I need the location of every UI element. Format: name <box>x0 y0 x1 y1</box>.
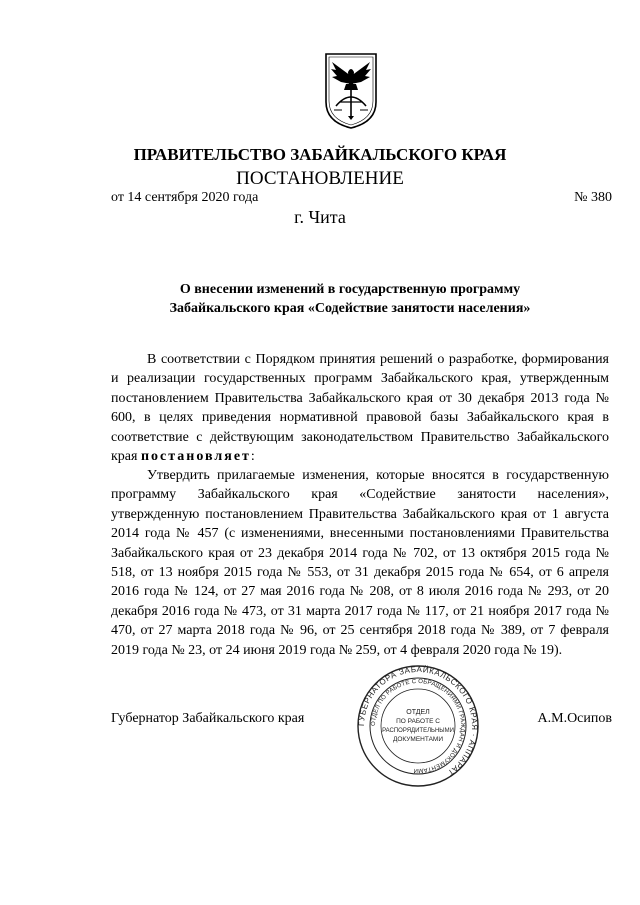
paragraph-preamble <box>111 350 609 466</box>
document-number: № 380 <box>574 190 612 205</box>
official-stamp <box>356 664 480 788</box>
heading-line-2: Забайкальского края «Содействие занятости населения» <box>169 301 531 316</box>
stamp-outer-text: ГУБЕРНАТОРА ЗАБАЙКАЛЬСКОГО КРАЯ · АППАРАТ <box>356 664 480 778</box>
stamp-center-line-3: РАСПОРЯДИТЕЛЬНЫМИ <box>382 728 454 734</box>
document-date: от 14 сентября 2020 года <box>111 190 259 205</box>
signatory-position: Губернатор Забайкальского края <box>111 711 305 726</box>
stamp-center-line-4: ДОКУМЕНТАМИ <box>392 736 444 743</box>
preamble-text: В соответствии с Порядком принятия решений о разработке, формирования и реализации государственных программ Забайкальского края, утвержденным постановлением Правительства Забайкальского края от 30 декабря 2013 года № 600, в целях приведения нормативной правовой базы Забайкальского края в соответствие с действующим законодательством Правительство Забайкальского края <box>111 352 609 465</box>
stamp-center-line-1: ОТДЕЛ <box>406 709 430 716</box>
stamp-center-line-2: ПО РАБОТЕ С <box>396 718 440 725</box>
svg-text:ОТДЕЛ ПО РАБОТЕ С ОБРАЩЕНИЯМИ <box>371 679 465 773</box>
coat-of-arms-icon <box>322 50 380 130</box>
decree-keyword: постановляет <box>140 449 251 465</box>
paragraph-resolution: Утвердить прилагаемые изменения, которые вносятся в государственную программу Забайкальского края «Содействие занятости населения», утвержденную постановлением Правительства Забайкальского края от 1 августа 2014 года № 457 (с изменениями, внесенными постановлениями Правительства Забайкальского края от 23 декабря 2014 года № 702, от 13 октября 2015 года № 518, от 13 ноября 2015 года № 553, от 31 декабря 2015 года № 654, от 6 апреля 2016 года № 124, от 27 мая 2016 года № 208, от 8 июля 2016 года № 293, от 20 декабря 2016 года № 473, от 31 марта 2017 года № 117, от 21 ноября 2017 года № 470, от 27 марта 2018 года № 96, от 25 сентября 2018 года № 389, от 7 февраля 2019 года № 23, от 24 июня 2019 года № 259, от 4 февраля 2020 года № 19). <box>111 468 609 658</box>
government-title: ПРАВИТЕЛЬСТВО ЗАБАЙКАЛЬСКОГО КРАЯ <box>133 145 507 164</box>
signatory-name: А.М.Осипов <box>537 711 612 726</box>
document-type: ПОСТАНОВЛЕНИЕ <box>236 168 404 189</box>
preamble-end: : <box>250 449 255 465</box>
stamp-ring-text: ОТДЕЛ ПО РАБОТЕ С ОБРАЩЕНИЯМИ ГРАЖДАН И ДОКУМЕНТАМИ <box>370 678 466 774</box>
document-heading <box>130 280 570 318</box>
heading-line-1: О внесении изменений в государственную программу <box>179 282 521 297</box>
document-city: г. Чита <box>294 207 346 227</box>
